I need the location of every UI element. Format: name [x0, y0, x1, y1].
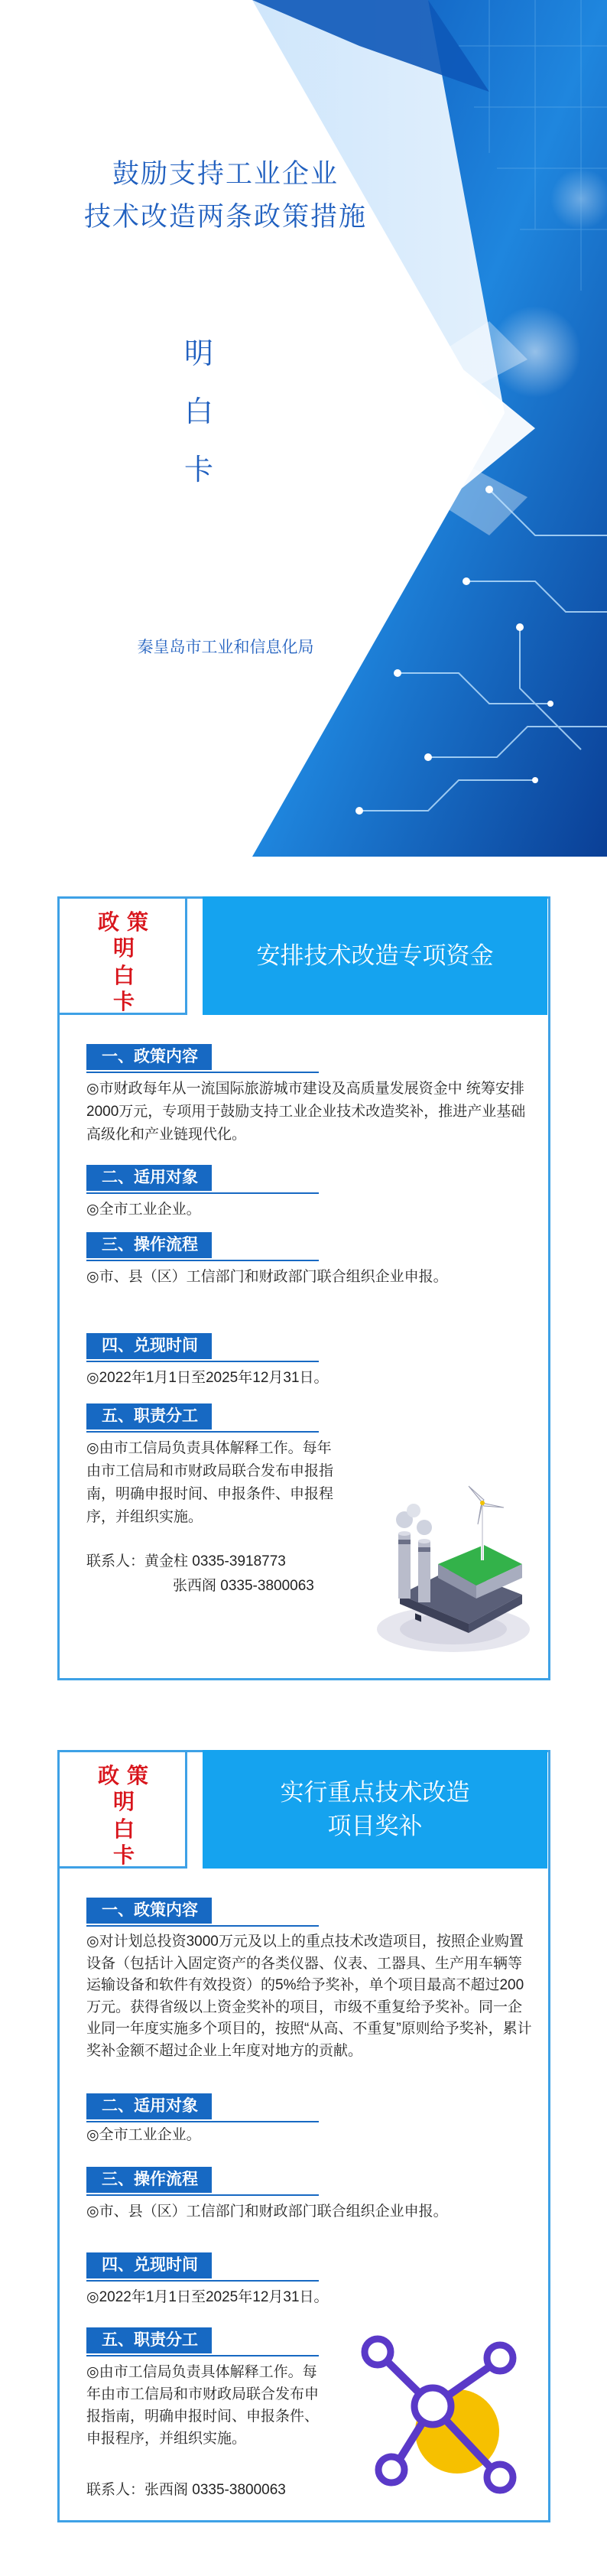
section-text-time: ◎2022年1月1日至2025年12月31日。 — [86, 1370, 329, 1386]
tag-char: 白 — [113, 1817, 135, 1841]
section-label-duty: 五、职责分工 — [86, 2327, 212, 2353]
section-text-content: ◎市财政每年从一流国际旅游城市建设及高质量发展资金中 统筹安排2000万元，专项用于鼓励支持工业企业技术改造奖补，推进产业基础高级化和产业链现代化。 — [86, 1081, 526, 1143]
cover-title-line2: 技术改造两条政策措施 — [83, 202, 367, 232]
tag-char: 策 — [127, 1764, 149, 1787]
section-label-process: 三、操作流程 — [86, 2167, 212, 2193]
contact-line-2: 张西阁 0335-3800063 — [173, 1578, 314, 1594]
section-text-target: ◎全市工业企业。 — [86, 1202, 201, 1218]
card-title: 安排技术改造专项资金 — [203, 896, 547, 1015]
cover-background — [0, 0, 607, 857]
section-text-process: ◎市、县（区）工信部门和财政部门联合组织企业申报。 — [86, 1269, 448, 1285]
policy-card-1 — [57, 896, 550, 1680]
section-text-duty: ◎由市工信局负责具体解释工作。每年由市工信局和市财政局联合发布申报指南，明确申报时间、申报条件、申报程序，并组织实施。 — [86, 1440, 334, 1525]
cover-title-line1: 鼓励支持工业企业 — [112, 159, 339, 189]
section-label-content: 一、政策内容 — [86, 1044, 212, 1070]
section-label-target: 二、适用对象 — [86, 2093, 212, 2119]
section-label-process: 三、操作流程 — [86, 1232, 212, 1258]
tag-char: 政 — [98, 910, 120, 934]
contact-line: 联系人：张西阁 0335-3800063 — [86, 2482, 286, 2498]
card-header — [57, 1750, 550, 1869]
section-label-time: 四、兑现时间 — [86, 1333, 212, 1359]
section-text-time: ◎2022年1月1日至2025年12月31日。 — [86, 2289, 329, 2305]
cover-title — [46, 153, 405, 239]
tag-char: 卡 — [113, 990, 135, 1013]
cover-char-1: 明 — [183, 338, 213, 370]
section-text-target: ◎全市工业企业。 — [86, 2127, 201, 2143]
tag-char: 明 — [113, 936, 135, 960]
tag-char: 白 — [113, 964, 135, 987]
network-nodes-illustration — [342, 2334, 534, 2494]
card-title-line1: 实行重点技术改造 — [280, 1778, 470, 1806]
factory-illustration — [369, 1480, 537, 1656]
section-label-duty: 五、职责分工 — [86, 1403, 212, 1429]
cover-page — [0, 0, 607, 857]
card-title — [203, 1750, 547, 1869]
policy-tag — [57, 896, 187, 1015]
policy-tag — [57, 1750, 187, 1869]
section-label-target: 二、适用对象 — [86, 1165, 212, 1191]
tag-char: 卡 — [113, 1843, 135, 1867]
section-text-content: ◎对计划总投资3000万元及以上的重点技术改造项目，按照企业购置设备（包括计入固定资产的各类仪器、仪表、工器具、生产用车辆等运输设备和软件有效投资）的5%给予奖补，单个项目最高不超过200万元。获得省级以上资金奖补的项目，市级不重复给予奖补。同一企业同一年度实施多个项目的，按照“从高、不重复”原则给予奖补，累计奖补金额不超过企业上年度对地方的贡献。 — [86, 1934, 532, 2059]
tag-char: 政 — [98, 1764, 120, 1787]
policy-card-2 — [57, 1750, 550, 2522]
cover-vertical-title — [176, 325, 222, 499]
tag-char: 策 — [127, 910, 149, 934]
card-header — [57, 896, 550, 1015]
card-title-line2: 项目奖补 — [327, 1812, 423, 1839]
cover-organization: 秦皇岛市工业和信息化局 — [137, 639, 314, 656]
section-text-duty: ◎由市工信局负责具体解释工作。每年由市工信局和市财政局联合发布申报指南，明确申报时间、申报条件、申报程序，并组织实施。 — [86, 2364, 320, 2447]
section-label-content: 一、政策内容 — [86, 1898, 212, 1924]
contact-line-1: 联系人：黄金柱 0335-3918773 — [86, 1553, 286, 1569]
section-label-time: 四、兑现时间 — [86, 2252, 212, 2278]
tag-char: 明 — [113, 1790, 135, 1813]
section-text-process: ◎市、县（区）工信部门和财政部门联合组织企业申报。 — [86, 2204, 448, 2220]
cover-char-2: 白 — [183, 396, 213, 428]
cover-char-3: 卡 — [183, 454, 213, 486]
